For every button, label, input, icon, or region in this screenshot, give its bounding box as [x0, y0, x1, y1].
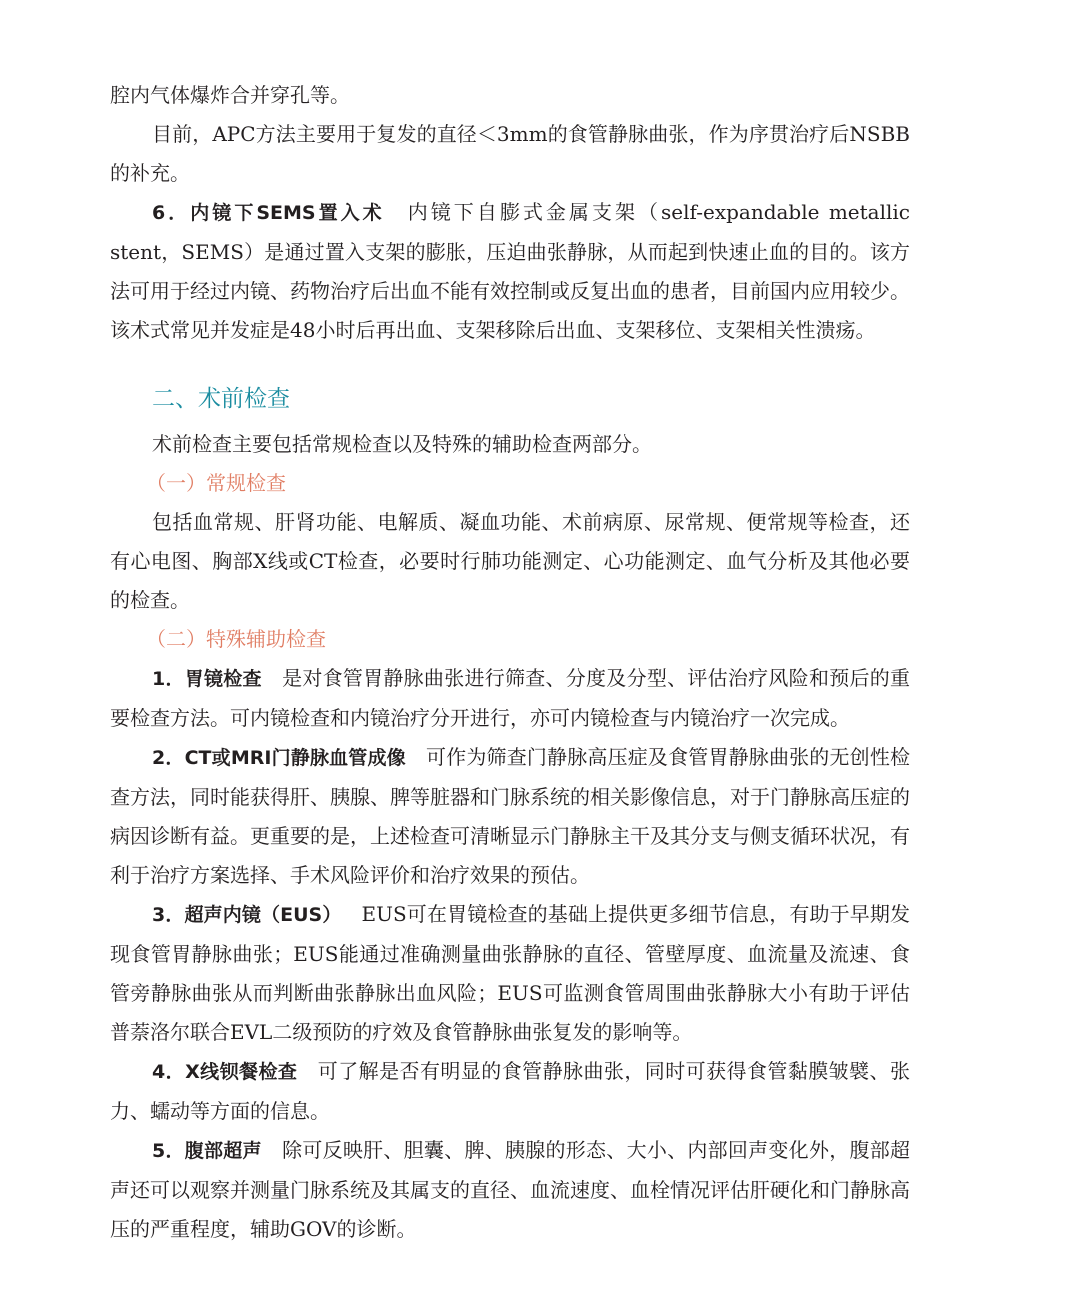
document-page [110, 76, 910, 1249]
paragraph-item-1 [110, 659, 910, 738]
item-3-body: EUS可在胃镜检查的基础上提供更多细节信息，有助于早期发现食管胃静脉曲张；EUS能通过准确测量曲张静脉的直径、管壁厚度、血流量及流速、食管旁静脉曲张从而判断曲张静脉出血风险；EUS可监测食管周围曲张静脉大小有助于评估普萘洛尔联合EVL二级预防的疗效及食管静脉曲张复发的影响等。 [110, 902, 911, 1044]
paragraph-continuation: 腔内气体爆炸合并穿孔等。 [110, 83, 350, 107]
item-4-body: 可了解是否有明显的食管静脉曲张，同时可获得食管黏膜皱襞、张力、蠕动等方面的信息。 [110, 1059, 910, 1123]
item-4-title: 4．X线钡餐检查 [152, 1061, 298, 1083]
paragraph-item-5 [110, 1131, 910, 1249]
subheading-special: （二）特殊辅助检查 [146, 627, 326, 651]
paragraph-preop-intro: 术前检查主要包括常规检查以及特殊的辅助检查两部分。 [152, 432, 652, 456]
paragraph-item-4 [110, 1052, 910, 1131]
paragraph-item-2 [110, 738, 910, 895]
item-2-body: 可作为筛查门静脉高压症及食管胃静脉曲张的无创性检查方法，同时能获得肝、胰腺、脾等脏器和门脉系统的相关影像信息，对于门静脉高压症的病因诊断有益。更重要的是，上述检查可清晰显示门静脉主干及其分支与侧支循环状况，有利于治疗方案选择、手术风险评价和治疗效果的预估。 [110, 745, 911, 887]
item-5-title: 5．腹部超声 [152, 1140, 262, 1162]
paragraph-apc: 目前，APC方法主要用于复发的直径＜3mm的食管静脉曲张，作为序贯治疗后NSBB的补充。 [110, 122, 910, 185]
subheading-routine: （一）常规检查 [146, 471, 286, 495]
item-3-title: 3．超声内镜（EUS） [152, 904, 342, 926]
item-1-body: 是对食管胃静脉曲张进行筛查、分度及分型、评估治疗风险和预后的重要检查方法。可内镜检查和内镜治疗分开进行，亦可内镜检查与内镜治疗一次完成。 [110, 666, 910, 730]
paragraph-routine: 包括血常规、肝肾功能、电解质、凝血功能、术前病原、尿常规、便常规等检查，还有心电图、胸部X线或CT检查，必要时行肺功能测定、心功能测定、血气分析及其他必要的检查。 [110, 510, 910, 612]
sems-title: 6．内镜下SEMS置入术 [152, 202, 385, 224]
paragraph-sems [110, 193, 910, 350]
item-5-body: 除可反映肝、胆囊、脾、胰腺的形态、大小、内部回声变化外，腹部超声还可以观察并测量门脉系统及其属支的直径、血流速度、血栓情况评估肝硬化和门静脉高压的严重程度，辅助GOV的诊断。 [110, 1138, 910, 1241]
item-1-title: 1．胃镜检查 [152, 668, 262, 690]
sems-body: 内镜下自膨式金属支架（self-expandable metallic stent，SEMS）是通过置入支架的膨胀，压迫曲张静脉，从而起到快速止血的目的。该方法可用于经过内镜、药物治疗后出血不能有效控制或反复出血的患者，目前国内应用较少。该术式常见并发症是48小时后再出血、支架移除后出血、支架移位、支架相关性溃疡。 [110, 200, 910, 342]
item-2-title: 2．CT或MRI门静脉血管成像 [152, 747, 406, 769]
paragraph-item-3 [110, 895, 910, 1052]
section-heading-preop: 二、术前检查 [152, 386, 290, 412]
